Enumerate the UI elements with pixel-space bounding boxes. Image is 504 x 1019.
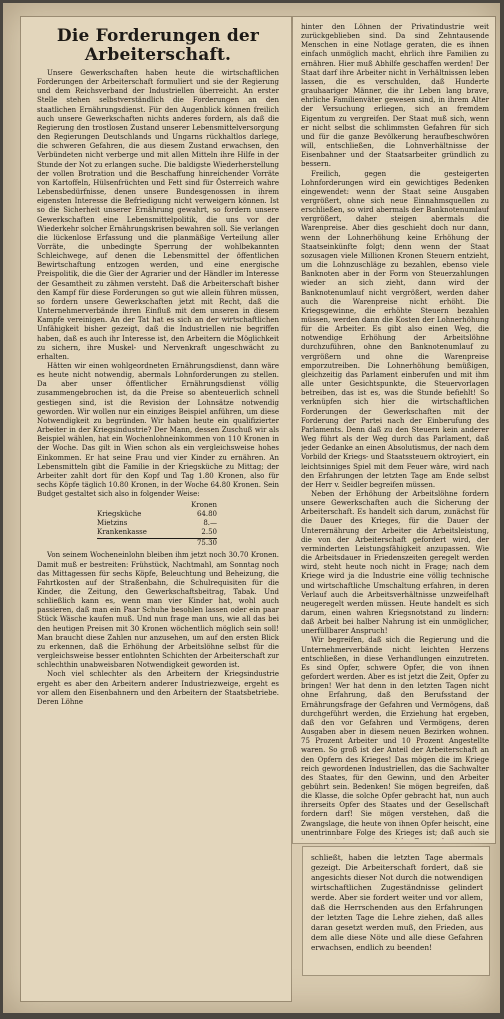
paragraph: Noch viel schlechter als den Arbeitern der Kriegsindustrie ergeht es aber den Arbeitern anderer Industriezweige, ergeht es vor allem den Eisenbahnern und den Arbeitern der Staatsbetriebe. Deren Löhne (37, 670, 279, 706)
budget-row (97, 519, 217, 528)
budget-table (97, 501, 217, 548)
paragraph: schließt, haben die letzten Tage abermals gezeigt. Die Arbeiterschaft fordert, daß sie angesichts dieser Not durch die notwendigen wirtschaftlichen Zugeständnisse gelindert werde. Aber sie fordert weiter und vor allem, daß die Herrschenden aus den Erfahrungen der letzten Tage die Lehre ziehen, daß alles daran gesetzt werden muß, den Frieden, aus dem alle diese Nöte und alle diese Gefahren erwachsen, endlich zu beenden! (311, 853, 483, 952)
budget-row (97, 510, 217, 519)
article-headline: Die Forderungen der Arbeiterschaft. (56, 26, 260, 65)
column-right (301, 23, 489, 839)
budget-row (97, 528, 217, 537)
budget-label: Mietzins (97, 519, 128, 528)
column-bottom (311, 853, 483, 969)
paragraph: Freilich, gegen die gesteigerten Lohnforderungen wird ein gewichtiges Bedenken eingewendet: wenn der Staat seine Ausgaben vergrößert, ohne sich neue Einnahmsquellen zu erschließen, so wird abermals der Banknotenumlauf vergrößert, daher steigen abermals die Warenpreise. Aber dies geschieht doch nur dann, wenn der Lohnerhöhung keine Erhöhung der Staatseinkünfte folgt; denn wenn der Staat sozusagen viele Millionen Kronen Steuern entzieht, um die Lohnzuschläge zu bezahlen, ebenso viele Banknoten aber in der Form von Steuerzahlungen wieder an sich zieht, dann wird der Banknotenumlauf nicht vergrößert, werden daher auch die Warenpreise nicht erhöht. Die Kriegsgewinne, die erhöhte Steuern bezahlen müssen, werden dann die Kosten der Lohnerhöhung für die Arbeiter. Es gibt also einen Weg, die notwendige Erhöhung der Arbeitslöhne durchzuführen, ohne den Banknotenumlauf zu vergrößern und ohne die Warenpreise emporzutreiben. Die Lohnerhöhung bemüßigen, gleichzeitig das Parlament einberufen und mit ihm alle unter Gesichtspunkte, die Steuervorlagen betreiben, das ist es, was die Stunde befiehlt! So verknüpfen sich hier die wirtschaftlichen Forderungen der Gewerkschaften mit der Forderung der Partei nach der Einberufung des Parlaments. Denn daß zu den Steuern kein anderer Weg führt als der Weg durch das Parlament, daß jeder Gedanke an einen Absolutismus, der nach dem Vorbild der Kriegs- und Staatssteuern oktroyiert, ein leichtsinniges Spiel mit dem Feuer wäre, wird nach den Erfahrungen der letzten Tage am Ende selbst der Herr v. Seidler begreifen müssen. (301, 169, 489, 489)
column-left (37, 25, 279, 993)
clipping-left (21, 17, 291, 1001)
paper-background (3, 3, 500, 1013)
clipping-bottom (303, 847, 489, 975)
paragraph: hinter den Löhnen der Privatindustrie weit zurückgeblieben sind. Da sind Zehntausende Menschen in eine Notlage geraten, die es ihnen einfach unmöglich macht, ehrlich ihre Familien zu ernähren. Hier muß Abhilfe geschaffen werden! Der Staat darf ihre Arbeiter nicht in Verhältnissen leben lassen, die es verschulden, daß Hunderte grauhaariger Männer, die ihr Leben lang brave, ehrliche Familienväter gewesen sind, in ihrem Alter der Versuchung erliegen, sich an fremdem Eigentum zu vergreifen. Der Staat muß sich, wenn er nicht selbst die schlimmsten Gefahren für sich und für die ganze Bevölkerung heraufbeschwören will, entschließen, die Lohnverhältnisse der Eisenbahner und der Staatsarbeiter gründlich zu bessern. (301, 23, 489, 169)
budget-value: 64.80 (196, 510, 217, 519)
budget-value: 8.— (203, 519, 217, 528)
budget-label: Kriegsküche (97, 510, 142, 519)
paragraph: Hätten wir einen wohlgeordneten Ernährungsdienst, dann wäre es heute nicht notwendig, abermals Lohnforderungen zu stellen. Da aber unser öffentlicher Ernährungsdienst völlig zusammengebrochen ist, da die Preise so abenteuerlich schnell gestiegen sind, ist die Revision der Lohnsätze notwendig geworden. Wir wollen nur ein einziges Beispiel anführen, um diese Notwendigkeit zu begründen. Wir haben heute ein qualifizierter Arbeiter in der Kriegsindustrie? Der Mann, dessen Zuschuß wir als Beispiel wählen, hat ein Wochenlohneinkommen von 110 Kronen in der Woche. Das gilt in Wien schon als ein vergleichsweise hohes Einkommen. Er hat seine Frau und vier Kinder zu ernähren. An Lebensmitteln gibt die Familie in der Kriegsküche zu Mittag; der Arbeiter zahlt dort für den Kopf und Tag 1.80 Kronen, also für sechs Köpfe täglich 10.80 Kronen, in der Woche 64.80 Kronen. Sein Budget gestaltet sich also in folgender Weise: (37, 362, 279, 499)
budget-label: Krankenkasse (97, 528, 147, 537)
paragraph: Wir begreifen, daß sich die Regierung und die Unternehmerverbände nicht leichten Herzens entschließen, in diese Verhandlungen einzutreten. Es sind Opfer, schwere Opfer, die von ihnen gefordert werden. Aber es ist jetzt die Zeit, Opfer zu bringen! Wer hat denn in den letzten Tagen nicht ohne Erfahrung, daß den Berufsstand der Ernährungsfrage der Gefahren und Vermögens, daß durchgeführt werden, die Erziehung hat ergeben, daß den vor Gefahren und Vermögens, deren Ausgaben aber in diesem neuen Bezirken wohnen. 75 Prozent Arbeiter und 10 Prozent Angestellte waren. So groß ist der Anteil der Arbeiterschaft an den Opfern des Krieges! Das mögen die im Kriege reich gewordenen Industriellen, das die Sachwalter des Staates, für den Gewinn, und den Arbeiter gebührt sein. Bedenken! Sie mögen begreifen, daß die Klasse, die solche Opfer gebracht hat, nun auch ihrerseits Opfer des Staates und der Gesellschaft fordern darf! Sie mögen verstehen, daß die Zwangslage, die heute von ihnen Opfer heischt, eine unentrinnbare Folge des Krieges ist; daß auch sie (301, 636, 489, 837)
budget-header: Kronen (191, 501, 217, 510)
paragraph: Von seinem Wocheneinlohn bleiben ihm jetzt noch 30.70 Kronen. Damit muß er bestreiten: Frühstück, Nachtmahl, am Sonntag noch das Mittagessen für sechs Köpfe, Beleuchtung und Beheizung, die Fahrtkosten auf der Straßenbahn, die Schulrequisiten für die Kinder, die Zeitung, den Gewerkschaftsbeitrag, Tabak. Und schließlich kann es, wenn man vier Kinder hat, wohl auch passieren, daß man ein Paar Schuhe besohlen lassen oder ein paar Stück Wäsche kaufen muß. Und nun frage man uns, wie all das bei den heutigen Preisen mit 30 Kronen wöchentlich möglich sein soll! Man braucht diese Zahlen nur anzusehen, um auf den ersten Blick zu erkennen, daß die Erhöhung der Arbeitslöhne selbst für die vergleichsweise besser entlohnten Schichten der Arbeiterschaft zur schlechthin unabweisbaren Notwendigkeit geworden ist. (37, 551, 279, 670)
paragraph: Neben der Erhöhung der Arbeitslöhne fordern unsere Gewerkschaften auch die Sicherung der Arbeiterschaft. Es handelt sich darum, zunächst für die Dauer des Krieges, für die Dauer der Unterernährung der Arbeiter die Arbeitsleistung, die von der Arbeiterschaft gefordert wird, der verminderten Leistungsfähigkeit anzupassen. Wie die Arbeitsdauer in Friedenszeiten geregelt werden wird, steht heute noch nicht in Frage; nach dem Kriege wird ja die Industrie eine völlig technische und wirtschaftliche Umschaltung erfahren, in deren Verlauf auch die Arbeitsverhältnisse unzweifelhaft neugeregelt werden müssen. Heute handelt es sich darum, einen wahren Kriegsnotstand zu lindern: daß Arbeit bei halber Nahrung ist ein unmöglicher, unerfüllbarer Anspruch! (301, 489, 489, 636)
budget-value: 2.50 (201, 528, 217, 537)
clipping-right (293, 17, 495, 843)
budget-total: 75.30 (97, 538, 217, 548)
paragraph: Unsere Gewerkschaften haben heute die wirtschaftlichen Forderungen der Arbeiterschaft formuliert und sie der Regierung und dem Reichsverband der Industriellen überreicht. An erster Stelle stehen selbstverständlich die Forderungen an den staatlichen Ernährungsdienst. Für den Augenblick können freilich auch unsere Gewerkschaften nichts anderes fordern, als daß die Regierung den trostlosen Zustand unserer Lebensmittelversorgung den Regierungen Deutschlands und Ungarns rückhaltlos darlege, die schweren Gefahren, die aus diesem Zustand erwachsen, den Verbündeten nicht verberge und mit allen Mitteln ihre Hilfe in der Stunde der Not zu erlangen suche. Die baldigste Wiederherstellung der vollen Brotration und die Beschaffung hinreichender Vorräte von Kartoffeln, Hülsenfrüchten und Fett sind für Österreich wahre Lebensbedürfnisse, denen unsere Bundesgenossen in ihrem eigensten Interesse die Befriedigung nicht verweigern können. Ist so die Sicherheit unserer Ernährung gewahrt, so fordern unsere Gewerkschaften eine Lebensmittelpolitik, die uns vor der Wiederkehr solcher Ernährungskrisen bewahren soll. Sie verlangen die lückenlose Erfassung und die planmäßige Verteilung aller Vorräte, die unbedingte Sperrung der wohlbekannten Schleichwege, auf denen die Lebensmittel der öffentlichen Bewirtschaftung entzogen werden, und eine energische Preispolitik, die die Gier der Agrarier und der Händler im Interesse der Gesamtheit zu zähmen versteht. Daß die Arbeiterschaft bisher den Kampf für diese Forderungen so gut wie allein führen müssen, so fordern unsere Gewerkschaften jetzt mit Recht, daß die Unternehmerverbände ihren Einfluß mit dem unseren in diesem Kampfe vereinigen. An der Tat hat es sich an der wirtschaftlichen Unfähigkeit bisher gezeigt, daß die Industriellen nie begriffen haben, daß es auch ihr Interesse ist, den Arbeitern die Möglichkeit zu sichern, ihre Muskel- und Nervenkraft ungeschwächt zu erhalten. (37, 69, 279, 361)
